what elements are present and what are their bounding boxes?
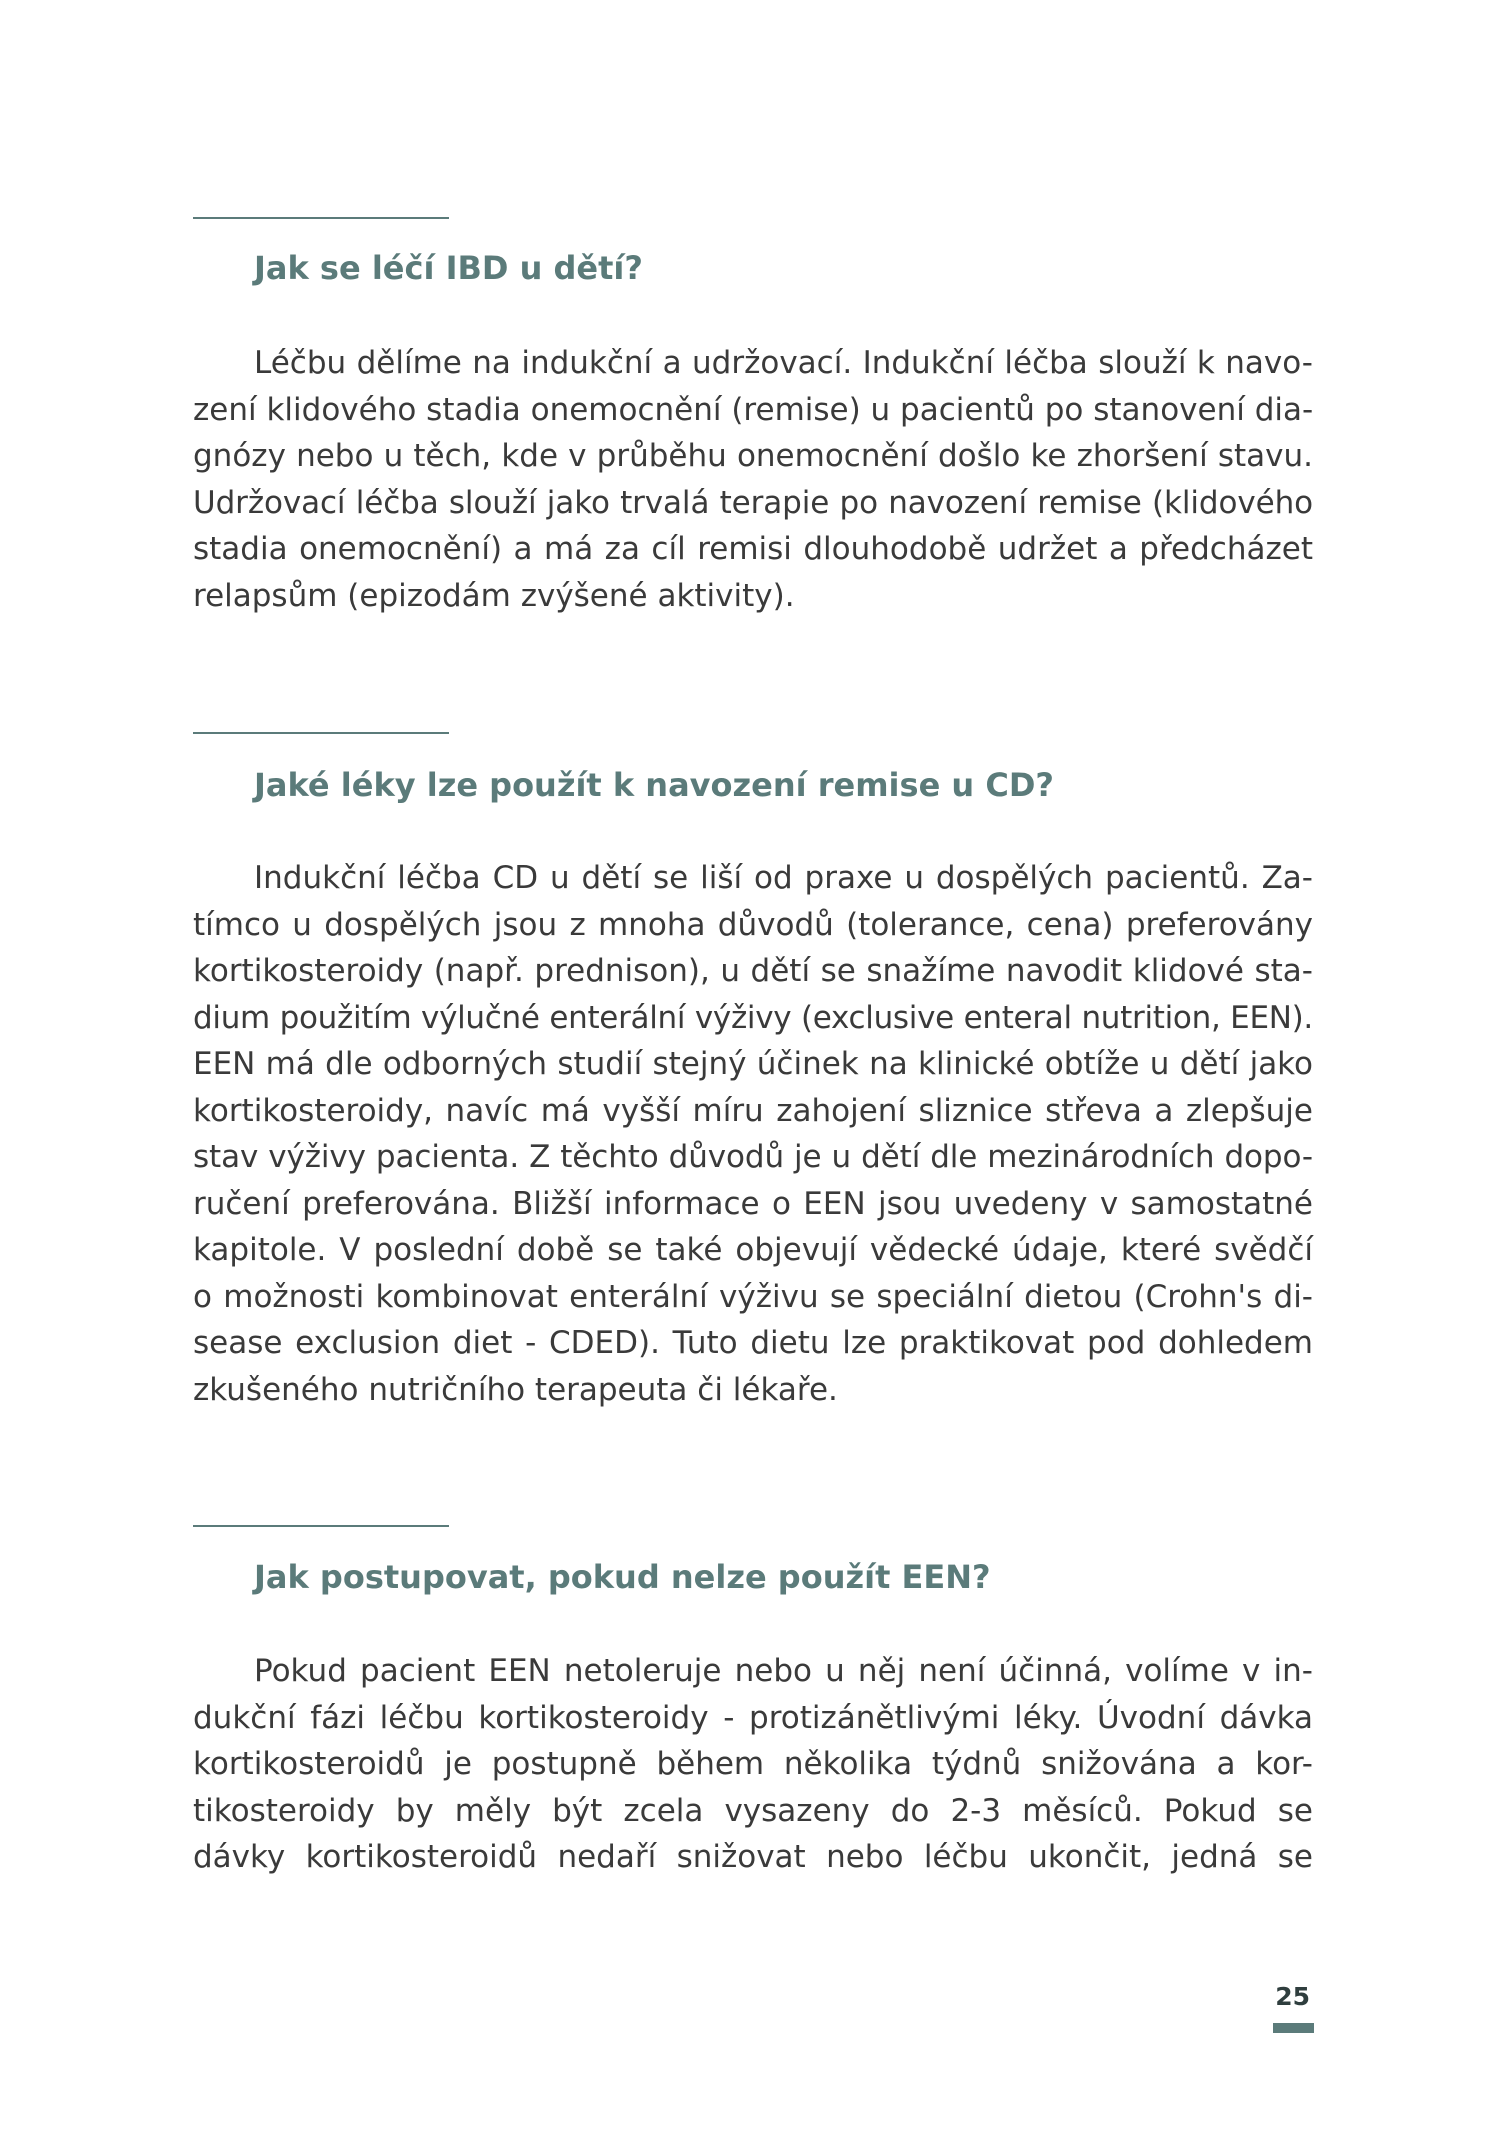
paragraph-line: kortikosteroidy, navíc má vyšší míru zahojení sliznice střeva a zlepšuje — [193, 1092, 1313, 1129]
paragraph-line: dukční fázi léčbu kortikosteroidy - protizánětlivými léky. Úvodní dávka — [193, 1699, 1313, 1736]
paragraph-line: Udržovací léčba slouží jako trvalá terapie po navození remise (klidového — [193, 484, 1313, 521]
paragraph-line: Pokud pacient EEN netoleruje nebo u něj není účinná, volíme v in- — [254, 1653, 1313, 1689]
page-number: 25 — [1275, 1982, 1310, 2011]
paragraph-line: kapitole. V poslední době se také objevují vědecké údaje, které svědčí — [193, 1232, 1313, 1268]
paragraph-line: relapsům (epizodám zvýšené aktivity). — [193, 577, 795, 614]
paragraph-line: kortikosteroidů je postupně během několika týdnů snižována a kor- — [193, 1746, 1313, 1782]
paragraph-line: stadia onemocnění) a má za cíl remisi dlouhodobě udržet a předcházet — [193, 531, 1313, 567]
paragraph-line: zení klidového stadia onemocnění (remise) u pacientů po stanovení dia- — [193, 391, 1314, 428]
section-heading: Jak postupovat, pokud nelze použít EEN? — [254, 1558, 991, 1596]
paragraph-line: gnózy nebo u těch, kde v průběhu onemocnění došlo ke zhoršení stavu. — [193, 438, 1313, 474]
section-paragraph — [193, 340, 1313, 619]
page-number-bar — [1273, 2023, 1314, 2033]
paragraph-line: EEN má dle odborných studií stejný účinek na klinické obtíže u dětí jako — [193, 1046, 1313, 1082]
paragraph-line: Léčbu dělíme na indukční a udržovací. Indukční léčba slouží k navo- — [254, 345, 1313, 381]
paragraph-line: kortikosteroidy (např. prednison), u dětí se snažíme navodit klidové sta- — [193, 953, 1313, 989]
section-heading: Jaké léky lze použít k navození remise u CD? — [254, 766, 1054, 804]
section-divider — [193, 732, 449, 734]
paragraph-line: stav výživy pacienta. Z těchto důvodů je u dětí dle mezinárodních dopo- — [193, 1139, 1313, 1175]
paragraph-line: tímco u dospělých jsou z mnoha důvodů (tolerance, cena) preferovány — [193, 906, 1313, 943]
paragraph-line: zkušeného nutričního terapeuta či lékaře. — [193, 1371, 838, 1408]
section-divider — [193, 1525, 449, 1527]
section-divider — [193, 217, 449, 219]
paragraph-line: ručení preferována. Bližší informace o EEN jsou uvedeny v samostatné — [193, 1185, 1313, 1222]
paragraph-line: sease exclusion diet - CDED). Tuto dietu lze praktikovat pod dohledem — [193, 1325, 1313, 1361]
paragraph-line: tikosteroidy by měly být zcela vysazeny do 2-3 měsíců. Pokud se — [193, 1792, 1313, 1829]
paragraph-line: dium použitím výlučné enterální výživy (exclusive enteral nutrition, EEN). — [193, 999, 1313, 1036]
paragraph-line: o možnosti kombinovat enterální výživu se speciální dietou (Crohn's di- — [193, 1278, 1313, 1315]
section-paragraph — [193, 855, 1313, 1413]
section-paragraph — [193, 1648, 1313, 1881]
paragraph-line: dávky kortikosteroidů nedaří snižovat nebo léčbu ukončit, jedná se — [193, 1839, 1313, 1875]
paragraph-line: Indukční léčba CD u dětí se liší od praxe u dospělých pacientů. Za- — [254, 860, 1313, 896]
section-heading: Jak se léčí IBD u dětí? — [254, 249, 643, 287]
